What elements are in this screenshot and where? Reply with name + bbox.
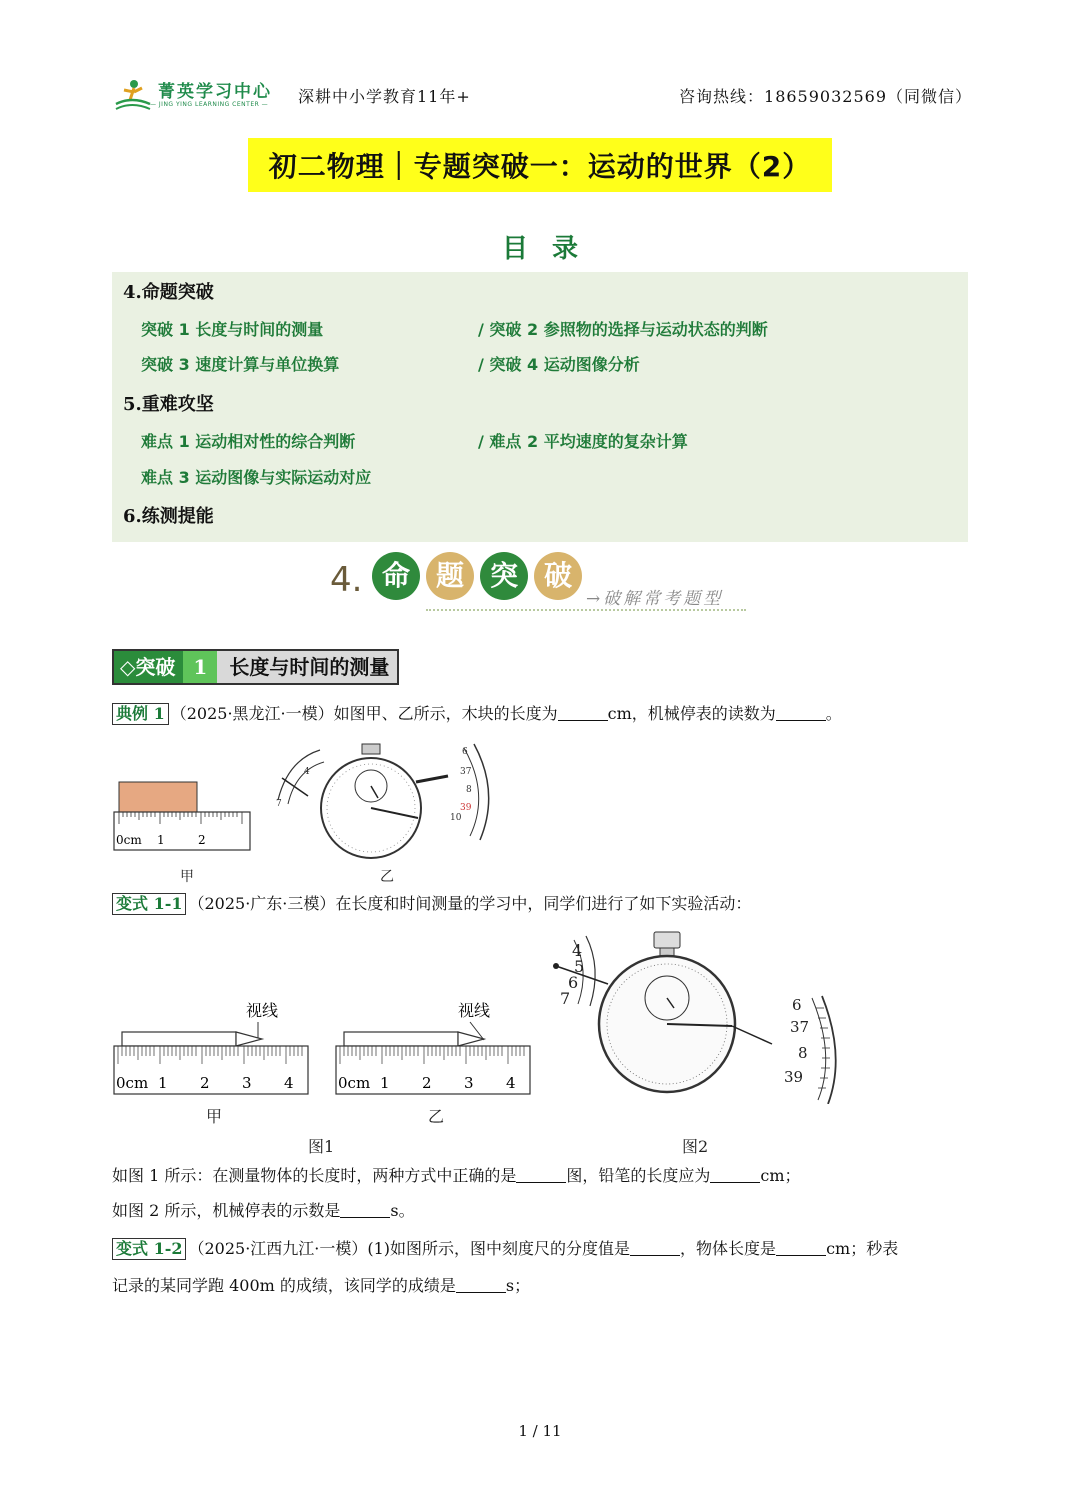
toc-item[interactable]: 难点 3 运动图像与实际运动对应 bbox=[141, 468, 372, 487]
ruler-label: 1 bbox=[158, 1074, 168, 1092]
banner-char: 破 bbox=[534, 552, 582, 600]
svg-text:39: 39 bbox=[460, 803, 472, 813]
toc-heading: 目录 bbox=[501, 234, 602, 264]
ruler-label: 2 bbox=[422, 1074, 432, 1092]
wood-block bbox=[119, 782, 197, 812]
question-text: cm，机械停表的读数为 bbox=[607, 704, 776, 723]
ruler-label: 2 bbox=[198, 833, 206, 847]
svg-text:39: 39 bbox=[784, 1068, 804, 1086]
answer-blank[interactable] bbox=[456, 1275, 506, 1293]
variant-1-2-question bbox=[112, 1237, 898, 1261]
table-of-contents bbox=[112, 272, 968, 542]
svg-text:37: 37 bbox=[460, 767, 472, 777]
variant-1-1-q2 bbox=[112, 1199, 415, 1223]
stopwatch-figure bbox=[268, 740, 500, 860]
toc-item[interactable]: 难点 1 运动相对性的综合判断 bbox=[141, 432, 356, 451]
ruler-figure bbox=[112, 780, 254, 852]
figure-caption: 乙 bbox=[380, 869, 394, 885]
example-tag: 典例 1 bbox=[112, 703, 169, 725]
ruler-label: 4 bbox=[284, 1074, 294, 1092]
question-text: 如图 2 所示，机械停表的示数是 bbox=[112, 1201, 341, 1220]
pencil-body bbox=[344, 1032, 458, 1046]
question-text: （2025·广东·三模）在长度和时间测量的学习中，同学们进行了如下实验活动： bbox=[188, 894, 752, 913]
answer-blank[interactable] bbox=[776, 703, 826, 721]
svg-text:10: 10 bbox=[450, 813, 462, 823]
ruler-label: 4 bbox=[506, 1074, 516, 1092]
figure-caption: 甲 bbox=[180, 869, 194, 885]
stopwatch-crown bbox=[654, 932, 680, 948]
svg-text:6: 6 bbox=[462, 747, 468, 757]
banner-char: 命 bbox=[372, 552, 420, 600]
question-text: ，物体长度是 bbox=[680, 1239, 777, 1258]
variant-1-1-question bbox=[112, 892, 751, 916]
toc-item[interactable]: / 突破 2 参照物的选择与运动状态的判断 bbox=[478, 320, 768, 339]
logo-text: 菁英学习中心 bbox=[158, 82, 272, 102]
toc-item[interactable]: / 难点 2 平均速度的复杂计算 bbox=[478, 432, 688, 451]
svg-text:4: 4 bbox=[304, 767, 310, 777]
ruler-label: 0cm bbox=[116, 833, 142, 847]
question-text: 如图 1 所示：在测量物体的长度时，两种方式中正确的是 bbox=[112, 1166, 517, 1185]
pencil-tip bbox=[458, 1032, 484, 1046]
toc-item[interactable]: 突破 1 长度与时间的测量 bbox=[141, 320, 324, 339]
answer-blank[interactable] bbox=[340, 1200, 390, 1218]
ruler-label: 1 bbox=[157, 833, 165, 847]
svg-text:5: 5 bbox=[574, 957, 585, 976]
figure-caption: 图2 bbox=[682, 1137, 709, 1156]
page-title bbox=[248, 138, 832, 192]
ruler-label: 3 bbox=[242, 1074, 252, 1092]
hotline: 咨询热线：18659032569（同微信） bbox=[679, 87, 972, 106]
question-text: 。 bbox=[825, 704, 842, 723]
figure-caption: 图1 bbox=[308, 1137, 335, 1156]
toc-section[interactable]: 5.重难攻坚 bbox=[123, 394, 214, 415]
answer-blank[interactable] bbox=[630, 1238, 680, 1256]
variant-1-2-question-line2 bbox=[112, 1274, 530, 1298]
ruler-label: 1 bbox=[380, 1074, 390, 1092]
figure-caption: 甲 bbox=[206, 1107, 223, 1126]
question-text: s。 bbox=[390, 1201, 415, 1220]
logo bbox=[112, 78, 292, 114]
question-text: 记录的某同学跑 400m 的成绩，该同学的成绩是 bbox=[112, 1276, 456, 1295]
divider bbox=[426, 609, 746, 611]
page-header bbox=[112, 78, 972, 118]
breakthrough-prefix: ◇突破 bbox=[114, 651, 183, 683]
ruler-label: 2 bbox=[200, 1074, 210, 1092]
section-subtitle: →破解常考题型 bbox=[586, 589, 724, 609]
answer-blank[interactable] bbox=[710, 1165, 760, 1183]
question-text: cm；秒表 bbox=[826, 1239, 899, 1258]
svg-text:7: 7 bbox=[560, 989, 571, 1008]
svg-text:6: 6 bbox=[792, 996, 802, 1014]
variant-tag: 变式 1-2 bbox=[112, 1238, 186, 1260]
svg-text:8: 8 bbox=[466, 785, 472, 795]
pencil-body bbox=[122, 1032, 236, 1046]
toc-section[interactable]: 6.练测提能 bbox=[123, 506, 214, 527]
svg-text:8: 8 bbox=[798, 1044, 808, 1062]
question-text: cm； bbox=[760, 1166, 801, 1185]
svg-text:6: 6 bbox=[568, 973, 579, 992]
ruler-label: 0cm bbox=[338, 1074, 371, 1092]
svg-text:4: 4 bbox=[572, 941, 583, 960]
section-number: 4. bbox=[330, 560, 363, 600]
example-1-question bbox=[112, 702, 842, 726]
page-number: 1 / 11 bbox=[518, 1422, 562, 1440]
logo-subtext: — JING YING LEARNING CENTER — bbox=[150, 101, 269, 108]
question-text: s； bbox=[505, 1276, 531, 1295]
pointer-line bbox=[282, 778, 308, 796]
figure-caption: 乙 bbox=[428, 1107, 445, 1126]
section-banner bbox=[330, 548, 750, 614]
brand-slogan: 深耕中小学教育11年+ bbox=[298, 87, 471, 106]
breakthrough-header bbox=[112, 649, 399, 685]
banner-char: 突 bbox=[480, 552, 528, 600]
svg-text:7: 7 bbox=[276, 799, 282, 809]
breakthrough-title: 长度与时间的测量 bbox=[217, 651, 397, 683]
stopwatch-figure-2 bbox=[546, 928, 846, 1104]
sight-label: 视线 bbox=[246, 1001, 279, 1020]
toc-item[interactable]: 突破 3 速度计算与单位换算 bbox=[141, 355, 340, 374]
question-text: （2025·黑龙江·一模）如图甲、乙所示，木块的长度为 bbox=[170, 704, 558, 723]
breakthrough-number: 1 bbox=[183, 651, 217, 683]
pencil-ruler-figure-a bbox=[112, 996, 312, 1096]
ruler-label: 3 bbox=[464, 1074, 474, 1092]
answer-blank[interactable] bbox=[558, 703, 608, 721]
ruler-label: 0cm bbox=[116, 1074, 149, 1092]
logo-figure-icon bbox=[112, 78, 152, 112]
banner-char: 题 bbox=[426, 552, 474, 600]
page-title-text: 初二物理｜专题突破一：运动的世界（2） bbox=[268, 150, 812, 183]
variant-1-1-q1 bbox=[112, 1164, 801, 1188]
pencil-ruler-figure-b bbox=[334, 996, 534, 1096]
sight-label: 视线 bbox=[458, 1001, 491, 1020]
question-text: 图，铅笔的长度应为 bbox=[566, 1166, 711, 1185]
svg-text:37: 37 bbox=[790, 1018, 810, 1036]
stopwatch-crown bbox=[362, 744, 380, 754]
answer-blank[interactable] bbox=[516, 1165, 566, 1183]
answer-blank[interactable] bbox=[776, 1238, 826, 1256]
toc-item[interactable]: / 突破 4 运动图像分析 bbox=[478, 355, 640, 374]
question-text: （2025·江西九江·一模）(1)如图所示，图中刻度尺的分度值是 bbox=[188, 1239, 631, 1258]
toc-section[interactable]: 4.命题突破 bbox=[123, 282, 214, 303]
variant-tag: 变式 1-1 bbox=[112, 893, 186, 915]
